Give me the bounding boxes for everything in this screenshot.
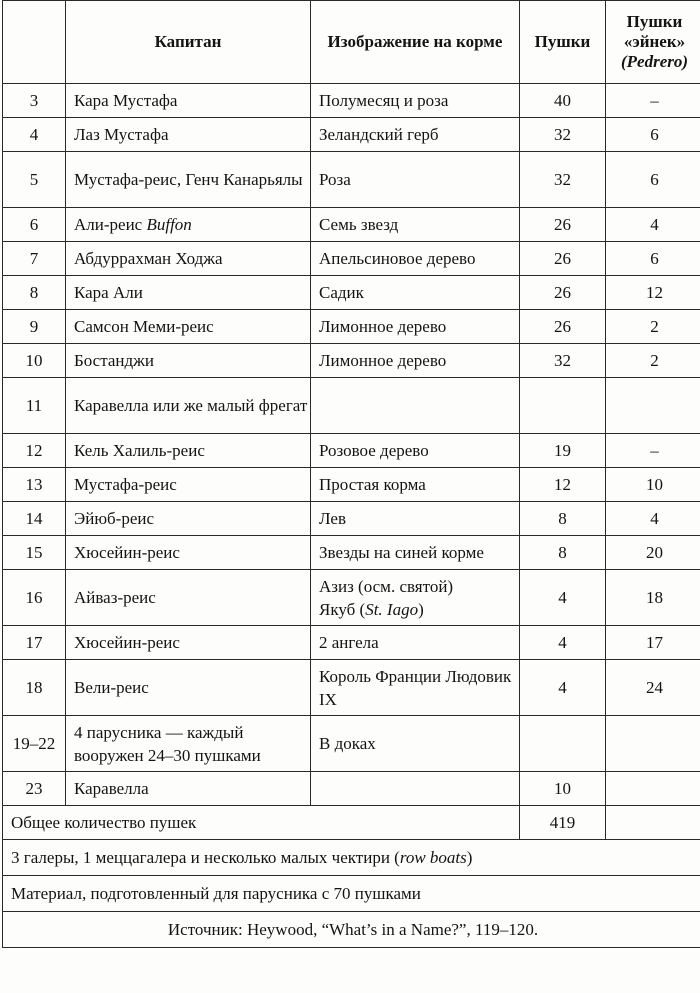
- row-captain: Абдуррахман Ходжа: [66, 242, 311, 276]
- row-stern: [311, 570, 520, 626]
- row-captain: Айваз-реис: [66, 570, 311, 626]
- row-small-guns: 2: [606, 310, 700, 344]
- row-captain: [66, 208, 311, 242]
- note-galleys-close: ): [466, 848, 473, 867]
- header-small-guns-line3: (Pedrero): [620, 52, 689, 71]
- row-captain: Хюсейин-реис: [66, 626, 311, 660]
- row-num: 18: [3, 660, 66, 716]
- row-guns: [520, 378, 606, 434]
- row-guns: 8: [520, 502, 606, 536]
- row-small-guns: 4: [606, 208, 700, 242]
- row-captain: Эйюб-реис: [66, 502, 311, 536]
- row-guns: 4: [520, 626, 606, 660]
- table-row: [3, 242, 700, 276]
- row-num: 12: [3, 434, 66, 468]
- header-stern-image: Изображение на корме: [311, 1, 520, 84]
- row-num: 13: [3, 468, 66, 502]
- row-stern: Апельсиновое дерево: [311, 242, 520, 276]
- row-guns: 32: [520, 152, 606, 208]
- row-small-guns: 6: [606, 152, 700, 208]
- row-small-guns: 20: [606, 536, 700, 570]
- row-guns: 32: [520, 118, 606, 152]
- row-small-guns: 17: [606, 626, 700, 660]
- row-small-guns: [606, 772, 700, 806]
- row-guns: 10: [520, 772, 606, 806]
- row-num: 19–22: [3, 716, 66, 772]
- row-stern: Лев: [311, 502, 520, 536]
- header-small-guns: [606, 1, 700, 84]
- row-stern: В доках: [311, 716, 520, 772]
- row-num: 11: [3, 378, 66, 434]
- row-guns: [520, 716, 606, 772]
- row-stern: Розовое дерево: [311, 434, 520, 468]
- table-row: [3, 536, 700, 570]
- note-galleys-italic: row boats: [399, 848, 467, 867]
- row-num: 3: [3, 84, 66, 118]
- row-captain: 4 парусника — каждый вооружен 24–30 пушками: [66, 716, 311, 772]
- row-small-guns: [606, 378, 700, 434]
- row-small-guns: 12: [606, 276, 700, 310]
- table-row: [3, 208, 700, 242]
- header-guns: Пушки: [520, 1, 606, 84]
- row-guns: 40: [520, 84, 606, 118]
- note-material: Материал, подготовленный для парусника с 70 пушками: [3, 876, 700, 912]
- table-row: [3, 434, 700, 468]
- row-guns: 4: [520, 570, 606, 626]
- header-small-guns-line1: Пушки: [626, 12, 683, 31]
- table-row: [3, 276, 700, 310]
- row-captain: Хюсейин-реис: [66, 536, 311, 570]
- row-num: 23: [3, 772, 66, 806]
- row-captain-plain: Али-реис: [74, 215, 147, 234]
- row-num: 6: [3, 208, 66, 242]
- row-stern: Зеландский герб: [311, 118, 520, 152]
- source-citation: Источник: Heywood, “What’s in a Name?”, 119–120.: [3, 912, 700, 948]
- row-num: 9: [3, 310, 66, 344]
- note-row: [3, 840, 700, 876]
- row-stern-plain: Якуб (: [319, 599, 366, 619]
- table-row: [3, 344, 700, 378]
- row-num: 10: [3, 344, 66, 378]
- table-row: [3, 468, 700, 502]
- row-small-guns: 4: [606, 502, 700, 536]
- row-stern: Лимонное дерево: [311, 310, 520, 344]
- row-captain: Кара Мустафа: [66, 84, 311, 118]
- header-small-guns-line2: «эйнек»: [623, 32, 686, 51]
- row-stern: Садик: [311, 276, 520, 310]
- total-small-guns: [606, 806, 700, 840]
- row-captain: Вели-реис: [66, 660, 311, 716]
- total-row: [3, 806, 700, 840]
- table-row: [3, 502, 700, 536]
- row-captain: Самсон Меми-реис: [66, 310, 311, 344]
- table-row: [3, 152, 700, 208]
- header-row: [3, 1, 700, 84]
- row-stern: 2 ангела: [311, 626, 520, 660]
- row-captain: Мустафа-реис, Генч Канарьялы: [66, 152, 311, 208]
- row-captain: Мустафа-реис: [66, 468, 311, 502]
- table-row: [3, 118, 700, 152]
- row-num: 7: [3, 242, 66, 276]
- row-stern: Лимонное дерево: [311, 344, 520, 378]
- row-captain: Каравелла: [66, 772, 311, 806]
- table-row: [3, 716, 700, 772]
- row-small-guns: 10: [606, 468, 700, 502]
- row-stern-close: ): [418, 599, 424, 619]
- row-captain: Бостанджи: [66, 344, 311, 378]
- row-captain: Кара Али: [66, 276, 311, 310]
- table-row: [3, 310, 700, 344]
- row-stern: Король Франции Людовик IX: [311, 660, 520, 716]
- table-row: [3, 84, 700, 118]
- row-small-guns: 2: [606, 344, 700, 378]
- row-captain: Каравелла или же малый фрегат: [66, 378, 311, 434]
- source-row: [3, 912, 700, 948]
- header-captain: Капитан: [66, 1, 311, 84]
- row-stern: Роза: [311, 152, 520, 208]
- note-row: [3, 876, 700, 912]
- row-num: 14: [3, 502, 66, 536]
- row-small-guns: 6: [606, 242, 700, 276]
- row-captain-italic: Buffon: [146, 215, 192, 234]
- total-label: Общее количество пушек: [3, 806, 520, 840]
- row-num: 8: [3, 276, 66, 310]
- row-small-guns: [606, 716, 700, 772]
- row-guns: 26: [520, 208, 606, 242]
- row-small-guns: 24: [606, 660, 700, 716]
- row-captain: Лаз Мустафа: [66, 118, 311, 152]
- row-guns: 26: [520, 242, 606, 276]
- row-num: 4: [3, 118, 66, 152]
- row-small-guns: 18: [606, 570, 700, 626]
- row-guns: 26: [520, 310, 606, 344]
- row-stern: [311, 772, 520, 806]
- ships-table: [2, 0, 700, 948]
- total-guns: 419: [520, 806, 606, 840]
- row-guns: 4: [520, 660, 606, 716]
- row-guns: 26: [520, 276, 606, 310]
- row-guns: 12: [520, 468, 606, 502]
- note-galleys: [3, 840, 700, 876]
- row-num: 16: [3, 570, 66, 626]
- row-guns: 19: [520, 434, 606, 468]
- row-small-guns: 6: [606, 118, 700, 152]
- row-stern-line1: Азиз (осм. святой): [319, 576, 454, 596]
- row-num: 5: [3, 152, 66, 208]
- table-row: [3, 378, 700, 434]
- row-stern: [311, 378, 520, 434]
- row-stern: Семь звезд: [311, 208, 520, 242]
- row-guns: 8: [520, 536, 606, 570]
- table-row: [3, 772, 700, 806]
- row-captain: Кель Халиль-реис: [66, 434, 311, 468]
- note-galleys-plain: 3 галеры, 1 меццагалера и несколько малых чектири (: [11, 848, 400, 867]
- table-row: [3, 626, 700, 660]
- row-small-guns: –: [606, 434, 700, 468]
- table-row: [3, 570, 700, 626]
- row-stern: Звезды на синей корме: [311, 536, 520, 570]
- row-num: 17: [3, 626, 66, 660]
- row-stern: Простая корма: [311, 468, 520, 502]
- table-row: [3, 660, 700, 716]
- row-stern: Полумесяц и роза: [311, 84, 520, 118]
- row-small-guns: –: [606, 84, 700, 118]
- header-num: [3, 1, 66, 84]
- row-stern-italic: St. Iago: [365, 599, 419, 619]
- row-guns: 32: [520, 344, 606, 378]
- row-num: 15: [3, 536, 66, 570]
